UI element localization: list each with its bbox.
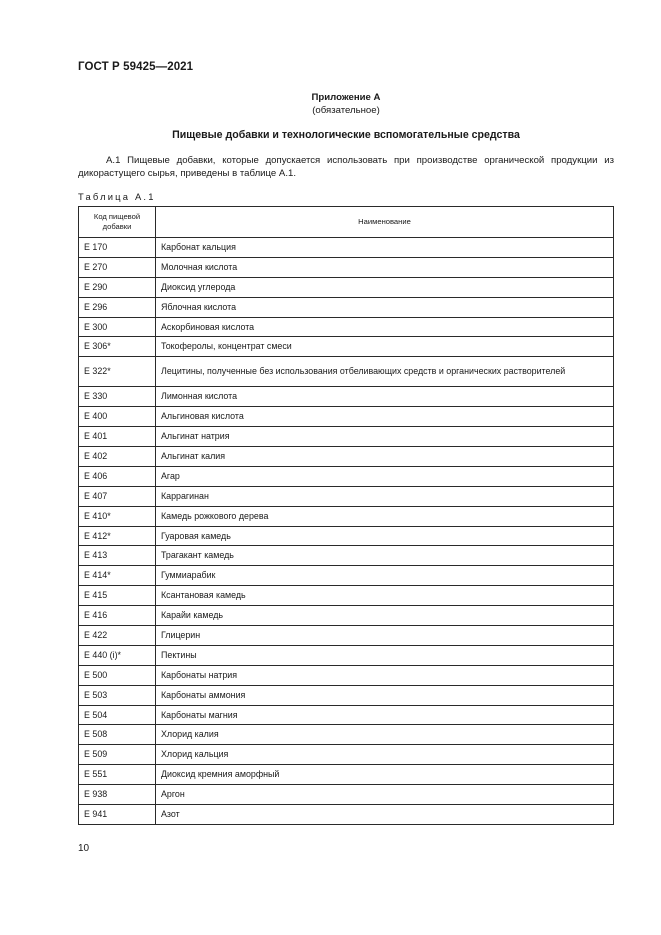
additive-name: Токоферолы, концентрат смеси (156, 337, 614, 357)
additive-name: Каррагинан (156, 486, 614, 506)
section-title: Пищевые добавки и технологические вспомогательные средства (172, 129, 520, 141)
additive-name: Карбонаты аммония (156, 685, 614, 705)
additive-code: Е 413 (79, 546, 156, 566)
table-row (79, 447, 614, 467)
additive-name: Лецитины, полученные без использования отбеливающих средств и органических растворителей (156, 357, 614, 387)
table-row (79, 387, 614, 407)
table-row (79, 705, 614, 725)
table-row (79, 357, 614, 387)
additive-code: Е 422 (79, 626, 156, 646)
table-row (79, 626, 614, 646)
name-column-header: Наименование (156, 207, 614, 238)
additive-code: Е 938 (79, 785, 156, 805)
additive-name: Азот (156, 805, 614, 825)
additive-code: Е 401 (79, 427, 156, 447)
additive-code: Е 440 (i)* (79, 645, 156, 665)
additive-name: Аскорбиновая кислота (156, 317, 614, 337)
additive-name: Ксантановая камедь (156, 586, 614, 606)
additive-name: Альгинат калия (156, 447, 614, 467)
additive-name: Карайи камедь (156, 606, 614, 626)
additive-name: Агар (156, 466, 614, 486)
additive-code: Е 306* (79, 337, 156, 357)
table-caption: Таблица А.1 (78, 191, 156, 202)
additive-name: Молочная кислота (156, 257, 614, 277)
additive-name: Альгинат натрия (156, 427, 614, 447)
additive-name: Хлорид кальция (156, 745, 614, 765)
additive-name: Карбонаты магния (156, 705, 614, 725)
additive-code: Е 290 (79, 277, 156, 297)
table-row (79, 486, 614, 506)
additive-name: Диоксид углерода (156, 277, 614, 297)
additive-name: Хлорид калия (156, 725, 614, 745)
table-header-row (79, 207, 614, 238)
appendix-heading (78, 91, 614, 117)
additive-name: Гуммиарабик (156, 566, 614, 586)
additive-code: Е 406 (79, 466, 156, 486)
additive-code: Е 322* (79, 357, 156, 387)
additive-name: Яблочная кислота (156, 297, 614, 317)
code-column-header: Код пищевой добавки (79, 207, 156, 238)
additive-code: Е 414* (79, 566, 156, 586)
additive-code: Е 941 (79, 805, 156, 825)
additive-code: Е 296 (79, 297, 156, 317)
additive-code: Е 509 (79, 745, 156, 765)
table-row (79, 665, 614, 685)
table-row (79, 506, 614, 526)
additive-name: Альгиновая кислота (156, 407, 614, 427)
additive-name: Аргон (156, 785, 614, 805)
additive-code: Е 504 (79, 705, 156, 725)
additive-code: Е 551 (79, 765, 156, 785)
table-row (79, 685, 614, 705)
additive-name: Лимонная кислота (156, 387, 614, 407)
table-row (79, 526, 614, 546)
additive-code: Е 402 (79, 447, 156, 467)
additive-code: Е 407 (79, 486, 156, 506)
table-row (79, 645, 614, 665)
table-row (79, 238, 614, 258)
additive-name: Камедь рожкового дерева (156, 506, 614, 526)
additive-code: Е 410* (79, 506, 156, 526)
additive-name: Карбонаты натрия (156, 665, 614, 685)
additive-name: Трагакант камедь (156, 546, 614, 566)
additive-name: Карбонат кальция (156, 238, 614, 258)
table-row (79, 257, 614, 277)
additive-code: Е 270 (79, 257, 156, 277)
table-row (79, 606, 614, 626)
additive-name: Диоксид кремния аморфный (156, 765, 614, 785)
table-row (79, 337, 614, 357)
table-row (79, 765, 614, 785)
additives-table (78, 206, 614, 825)
additive-code: Е 330 (79, 387, 156, 407)
table-row (79, 466, 614, 486)
additive-name: Гуаровая камедь (156, 526, 614, 546)
table-row (79, 586, 614, 606)
additive-name: Пектины (156, 645, 614, 665)
additive-code: Е 300 (79, 317, 156, 337)
additive-code: Е 503 (79, 685, 156, 705)
document-code: ГОСТ Р 59425—2021 (78, 61, 194, 73)
additive-code: Е 400 (79, 407, 156, 427)
table-row (79, 725, 614, 745)
additive-code: Е 500 (79, 665, 156, 685)
table-row (79, 546, 614, 566)
table-row (79, 785, 614, 805)
table-row (79, 317, 614, 337)
table-row (79, 407, 614, 427)
intro-paragraph: А.1 Пищевые добавки, которые допускается использовать при производстве органической продукции из дикорастущего сырья, приведены в таблице А.1. (78, 155, 614, 179)
additive-name: Глицерин (156, 626, 614, 646)
additive-code: Е 508 (79, 725, 156, 745)
page-number: 10 (78, 843, 90, 854)
table-row (79, 566, 614, 586)
table-row (79, 297, 614, 317)
additive-code: Е 412* (79, 526, 156, 546)
table-row (79, 427, 614, 447)
table-body (79, 238, 614, 825)
additive-code: Е 170 (79, 238, 156, 258)
table-row (79, 805, 614, 825)
additive-code: Е 415 (79, 586, 156, 606)
appendix-subtitle: (обязательное) (312, 105, 380, 116)
appendix-title: Приложение А (311, 92, 381, 103)
table-row (79, 745, 614, 765)
table-row (79, 277, 614, 297)
additive-code: Е 416 (79, 606, 156, 626)
